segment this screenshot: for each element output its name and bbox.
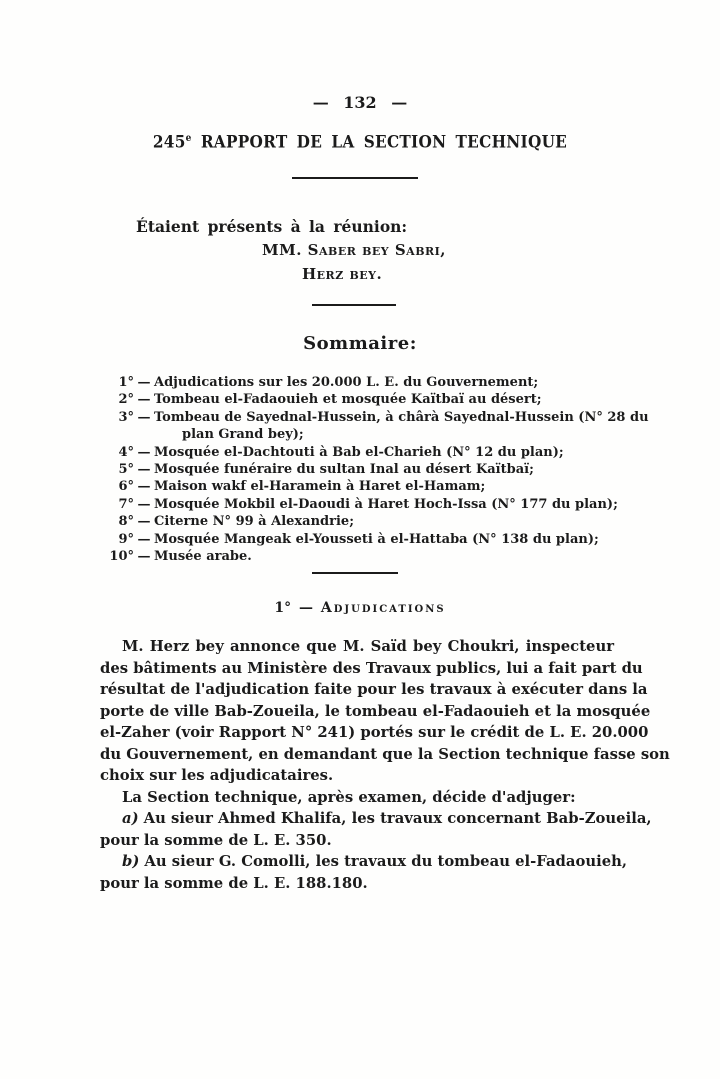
sommaire-item — [104, 444, 614, 461]
sommaire-item-dash: — — [137, 514, 151, 530]
sommaire-item-text: Mosquée Mokbil el-Daoudi à Haret Hoch-Issa (N° 177 du plan); — [154, 496, 618, 512]
sommaire-item-text: Adjudications sur les 20.000 L. E. du Gouvernement; — [154, 375, 539, 390]
sommaire-item-number: 1° — [118, 375, 134, 390]
sommaire-item — [104, 426, 614, 443]
sommaire-item-text: plan Grand bey); — [182, 427, 304, 443]
sommaire-item — [104, 374, 614, 391]
sommaire-item-dash: — — [137, 409, 151, 425]
sommaire-item — [104, 548, 614, 565]
body-line — [100, 873, 614, 895]
report-title — [36, 134, 684, 152]
body-line-text: porte de ville Bab-Zoueila, le tombeau el-Fadaouieh et la mosquée — [100, 702, 651, 720]
sommaire-item-text: Maison wakf el-Haramein à Haret el-Hamam; — [154, 479, 486, 495]
body-line-text: M. Herz bey annonce que M. Saïd bey Choukri, inspecteur — [122, 638, 614, 655]
body-line-text: Au sieur Ahmed Khalifa, les travaux concernant Bab-Zoueila, — [143, 810, 652, 827]
body-line — [100, 701, 651, 723]
report-title-ordinal: e — [185, 133, 192, 144]
body-line — [100, 808, 652, 830]
sommaire-item-text: Mosquée funéraire du sultan Inal au désert Kaïtbaï; — [154, 462, 534, 478]
sommaire-item-number — [104, 426, 134, 443]
sommaire-item-text: Musée arabe. — [154, 549, 252, 565]
body-line-text: des bâtiments au Ministère des Travaux publics, lui a fait part du — [100, 659, 643, 677]
body-line — [100, 679, 648, 701]
section-dash: — — [299, 600, 314, 616]
sommaire-heading: Sommaire: — [303, 333, 417, 354]
section-heading — [0, 601, 720, 615]
body-line — [100, 851, 628, 873]
body-line-text: pour la somme de L. E. 350. — [100, 831, 332, 849]
sommaire-item-number: 7° — [118, 496, 134, 512]
sommaire-item-dash: — — [137, 444, 151, 460]
sommaire-item-dash: — — [137, 496, 151, 512]
body-line — [100, 830, 614, 852]
divider-rule-top — [292, 177, 418, 179]
list-letter: a) — [122, 810, 139, 827]
sommaire-item-dash: — — [137, 375, 151, 390]
divider-rule-attendance — [312, 304, 396, 306]
sommaire-item-number: 2° — [118, 392, 134, 408]
sommaire-list — [104, 374, 649, 565]
sommaire-item-text: Citerne N° 99 à Alexandrie; — [154, 514, 355, 530]
sommaire-item-number: 6° — [118, 479, 134, 495]
report-title-text: RAPPORT DE LA SECTION TECHNIQUE — [200, 132, 568, 153]
sommaire-item — [104, 461, 614, 478]
attendee-name-2: Herz bey. — [302, 265, 383, 283]
body-line — [100, 765, 614, 787]
body-line-text: Au sieur G. Comolli, les travaux du tombeau el-Fadaouieh, — [144, 853, 628, 870]
body-line-text: du Gouvernement, en demandant que la Section technique fasse son — [100, 745, 670, 763]
sommaire-item-text: Tombeau el-Fadaouieh et mosquée Kaïtbaï au désert; — [154, 392, 542, 408]
section-title: Adjudications — [320, 600, 446, 616]
sommaire-item-number: 3° — [118, 409, 134, 425]
sommaire-item — [104, 531, 614, 548]
sommaire-item-text: Tombeau de Sayednal-Hussein, à chârà Sayednal-Hussein (N° 28 du — [154, 409, 649, 425]
sommaire-item-text: Mosquée el-Dachtouti à Bab el-Charieh (N° 12 du plan); — [154, 444, 564, 460]
sommaire-item — [104, 409, 649, 426]
sommaire-item — [104, 478, 614, 495]
body-line-text: La Section technique, après examen, décide d'adjuger: — [122, 788, 576, 806]
sommaire-item — [104, 391, 614, 408]
sommaire-item-number: 9° — [118, 531, 134, 547]
report-title-number: 245 — [152, 132, 186, 153]
sommaire-item-dash: — — [137, 531, 151, 547]
body-line-text: pour la somme de L. E. 188.180. — [100, 874, 368, 892]
body-line-text: el-Zaher (voir Rapport N° 241) portés sur le crédit de L. E. 20.000 — [100, 724, 649, 741]
body-line-text: choix sur les adjudicataires. — [100, 767, 334, 784]
body-line — [100, 658, 643, 680]
sommaire-item — [104, 496, 618, 513]
sommaire-item-dash: — — [137, 462, 151, 478]
sommaire-item-number: 10° — [109, 549, 134, 565]
sommaire-item-text: Mosquée Mangeak el-Yousseti à el-Hattaba (N° 138 du plan); — [154, 531, 599, 547]
sommaire-item-dash: — — [137, 392, 151, 408]
report-body — [100, 636, 670, 894]
sommaire-item-number: 8° — [118, 514, 134, 530]
sommaire-item-number: 4° — [118, 444, 134, 460]
divider-rule-sommaire — [312, 572, 398, 574]
body-line — [100, 636, 614, 658]
page-number: — 132 — — [312, 93, 408, 112]
sommaire-item — [104, 513, 614, 530]
attendee-name-1: MM. Saber bey Sabri, — [262, 241, 446, 259]
list-letter: b) — [122, 853, 140, 870]
body-line-text: résultat de l'adjudication faite pour les travaux à exécuter dans la — [100, 681, 648, 698]
attendance-intro: Étaient présents à la réunion: — [136, 217, 408, 236]
sommaire-item-number: 5° — [118, 462, 134, 478]
sommaire-item-dash: — — [137, 479, 151, 495]
body-line — [100, 744, 670, 766]
section-number: 1° — [274, 600, 292, 616]
body-line — [100, 787, 614, 809]
sommaire-item-dash — [134, 426, 154, 443]
sommaire-item-dash: — — [137, 549, 151, 565]
body-line — [100, 722, 649, 744]
